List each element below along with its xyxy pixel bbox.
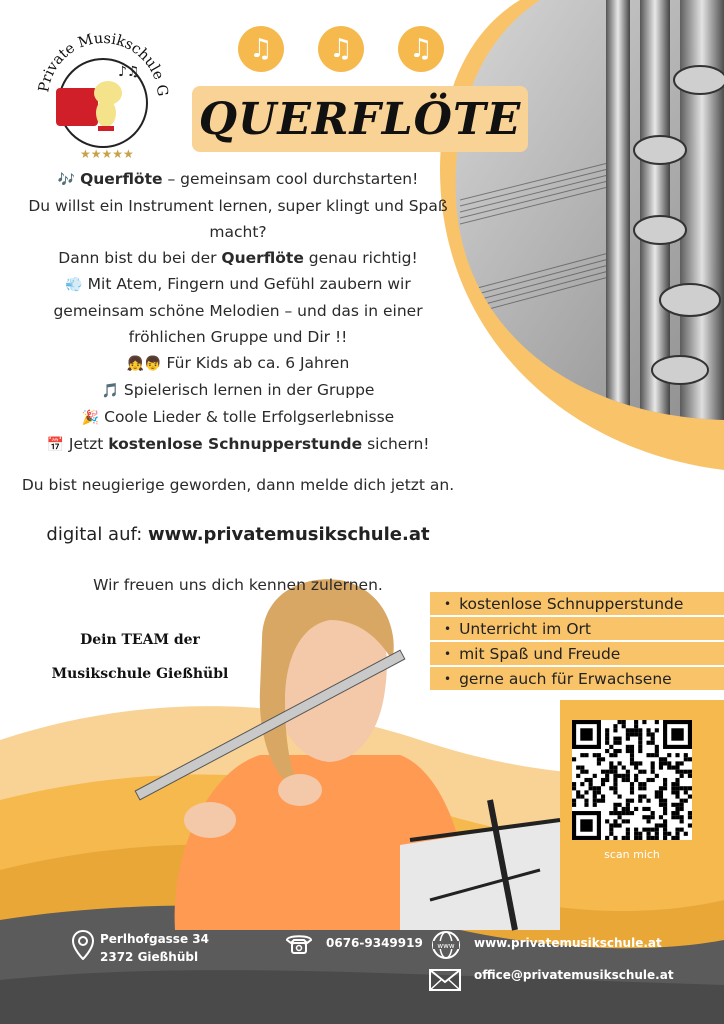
- intro-line: 👧👦 Für Kids ab ca. 6 Jahren: [18, 350, 458, 377]
- address: Perlhofgasse 34 2372 Gießhübl: [100, 932, 209, 964]
- calendar-icon: 📅: [46, 437, 64, 453]
- logo-stars: ★★★★★: [80, 147, 134, 161]
- website-link[interactable]: www.privatemusikschule.at: [474, 936, 662, 950]
- list-item: • Unterricht im Ort: [430, 617, 724, 640]
- list-item: • mit Spaß und Freude: [430, 642, 724, 665]
- location-pin-icon: [72, 930, 94, 964]
- intro-line: Dann bist du bei der Querflöte genau richtig!: [58, 249, 418, 267]
- intro-line: Du willst ein Instrument lernen, super klingt und Spaß macht?: [28, 197, 448, 241]
- qr-code[interactable]: [572, 720, 692, 840]
- music-note-icon: ♫: [398, 26, 444, 72]
- title-banner: [192, 86, 528, 152]
- intro-line: 🎵 Spielerisch lernen in der Gruppe: [18, 377, 458, 404]
- intro-line: 🎶 Querflöte – gemeinsam cool durchstarten!: [18, 166, 458, 193]
- intro-line: 💨 Mit Atem, Fingern und Gefühl zaubern wir gemeinsam schöne Melodien – und das in einer fröhlichen Gruppe und Dir !!: [18, 271, 458, 350]
- party-icon: 🎉: [81, 410, 100, 426]
- wind-icon: 💨: [65, 277, 83, 293]
- globe-icon: [428, 930, 464, 964]
- intro-text: [18, 166, 458, 458]
- list-item: • kostenlose Schnupperstunde: [430, 592, 724, 615]
- phone-number[interactable]: 0676-9349919: [326, 936, 423, 950]
- school-logo: [28, 18, 178, 168]
- flute-photo: [440, 0, 724, 430]
- signup-text: Du bist neugierige geworden, dann melde dich jetzt an.: [21, 476, 455, 494]
- digital-signup: digital auf: www.privatemusikschule.at: [46, 524, 430, 545]
- list-item: • gerne auch für Erwachsene: [430, 667, 724, 690]
- music-notes-icon: 🎶: [57, 172, 76, 188]
- qr-caption: scan mich: [604, 848, 660, 861]
- music-note-icon: ♫: [238, 26, 284, 72]
- intro-line: 🎉 Coole Lieder & tolle Erfolgserlebnisse: [18, 404, 458, 431]
- email-link[interactable]: office@privatemusikschule.at: [474, 968, 674, 982]
- team-line-1: Dein TEAM der: [80, 632, 200, 648]
- team-line-2: Musikschule Gießhübl: [51, 666, 229, 682]
- music-note-icon: 🎵: [101, 383, 119, 399]
- kids-icon: 👧👦: [126, 356, 162, 372]
- svg-text:♪♫: ♪♫: [118, 64, 140, 80]
- intro-line: 📅 Jetzt kostenlose Schnupperstunde sichern!: [18, 431, 458, 458]
- logo-text: Private Musikschule G: [36, 30, 171, 98]
- page-title: QUERFLÖTE: [198, 93, 522, 145]
- phone-icon: [284, 932, 314, 960]
- feature-list: [430, 592, 724, 692]
- greeting-text: Wir freuen uns dich kennen zulernen.: [93, 576, 383, 594]
- svg-text:www: www: [437, 942, 455, 950]
- music-note-icon: ♫: [318, 26, 364, 72]
- website-link[interactable]: www.privatemusikschule.at: [147, 524, 430, 545]
- mail-icon: [428, 968, 462, 996]
